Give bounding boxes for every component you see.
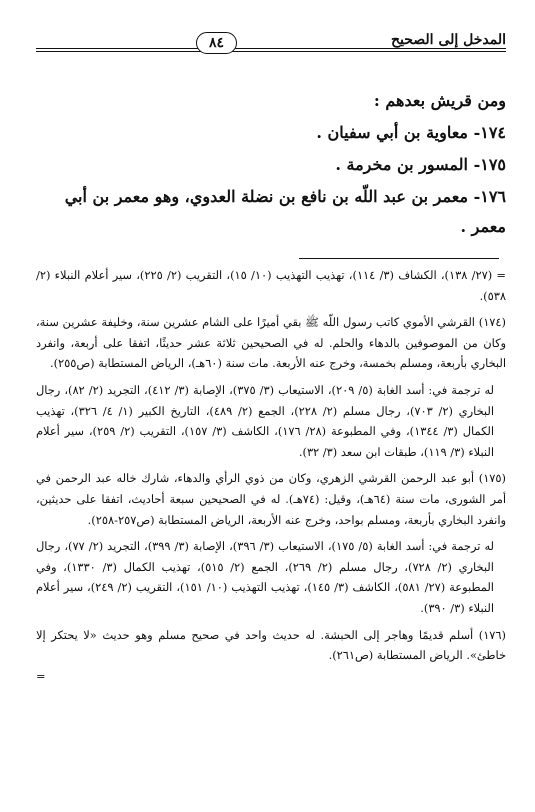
running-title: المدخل إلى الصحيح (383, 32, 506, 48)
footnote-175-bio: (١٧٥) أبو عبد الرحمن القرشي الزهري، وكان من ذوي الرأي والدهاء، شارك خاله عبد الرحمن في أمر الشورى، مات سنة (٦٤هـ)، وقيل: (٧٤هـ). له في الصحيحين سبعة أحاديث، اتفقا على حديثين، وانفرد البخاري بأربعة، ومسلم بواحد، وخرج عنه الأربعة، الرياض المستطابة (ص٢٥٧-٢٥٨). (36, 471, 506, 527)
main-text (36, 86, 506, 242)
page-header (36, 30, 506, 58)
footnote-continuation: = (٢٧/ ١٣٨)، الكشاف (٣/ ١١٤)، تهذيب التهذيب (١٠/ ١٥)، التقريب (٢/ ٢٢٥)، سير أعلام النبلاء (٢/ ٥٣٨). (36, 268, 506, 303)
entry-176: ١٧٦- معمر بن عبد اللّه بن نافع بن نضلة العدوي، وهو معمر بن أبي معمر . (64, 187, 506, 236)
header-rule-thin (36, 51, 506, 52)
footnote-divider (299, 258, 499, 259)
footnote-176-bio: (١٧٦) أسلم قديمًا وهاجر إلى الحبشة. له حديث واحد في صحيح مسلم وهو حديث «لا يحتكر إلا خاطئ». الرياض المستطابة (ص٢٦١). (36, 627, 506, 663)
footnote-174-refs: له ترجمة في: أسد الغابة (٥/ ٢٠٩)، الاستيعاب (٣/ ٣٧٥)، الإصابة (٣/ ٤١٢)، التجريد (٢/ ٨٢)، رجال البخاري (٢/ ٧٠٣)، رجال مسلم (٢/ ٢٢٨)، الجمع (٢/ ٤٨٩)، التاريخ الكبير (١/ ٤/ ٣٢٦)، تهذيب الكمال (٣/ ١٣٤٤)، وفي المطبوعة (٢٨/ ١٧٦)، الكاشف (٣/ ١٥٧)، التقريب (٢/ ٢٥٩)، سير أعلام النبلاء (٣/ ١١٩)، طبقات ابن سعد (٣/ ٣٢). (36, 382, 495, 459)
page-number: ٨٤ (196, 32, 237, 54)
footnote-174-bio: (١٧٤) القرشي الأموي كاتب رسول اللّه ﷺ بقي أميرًا على الشام عشرين سنة، وخليفة عشرين سنة، وكان من الموصوفين بالدهاء والحلم. له في الصحيحين ثلاثة عشر حديثًا، اتفقا على أربعة، وانفرد البخاري بأربعة، ومسلم بخمسة، وخرج عنه الأربعة. مات سنة (٦٠هـ)، الرياض المستطابة (ص٢٥٥). (36, 315, 506, 371)
entry-175: ١٧٥- المسور بن مخرمة . (335, 155, 506, 174)
footnote-175-refs: له ترجمة في: أسد الغابة (٥/ ١٧٥)، الاستيعاب (٣/ ٣٩٦)، الإصابة (٣/ ٣٩٩)، التجريد (٢/ ٧٧)، رجال البخاري (٢/ ٧٢٨)، رجال مسلم (٢/ ٢٦٩)، الجمع (٢/ ٥١٥)، تهذيب الكمال (٣/ ١٣٣٠)، وفي المطبوعة (٢٧/ ٥٨١)، الكاشف (٣/ ١٤٥)، تهذيب التهذيب (١٠/ ١٥١)، التقريب (٢/ ٢٤٩)، سير أعلام النبلاء (٣/ ٣٩٠). (36, 539, 495, 615)
section-intro: ومن قريش بعدهم : (373, 91, 506, 110)
footnotes (36, 265, 506, 686)
entry-174: ١٧٤- معاوية بن أبي سفيان . (316, 123, 506, 142)
header-rule (36, 48, 506, 49)
continue-mark: = (36, 668, 46, 683)
